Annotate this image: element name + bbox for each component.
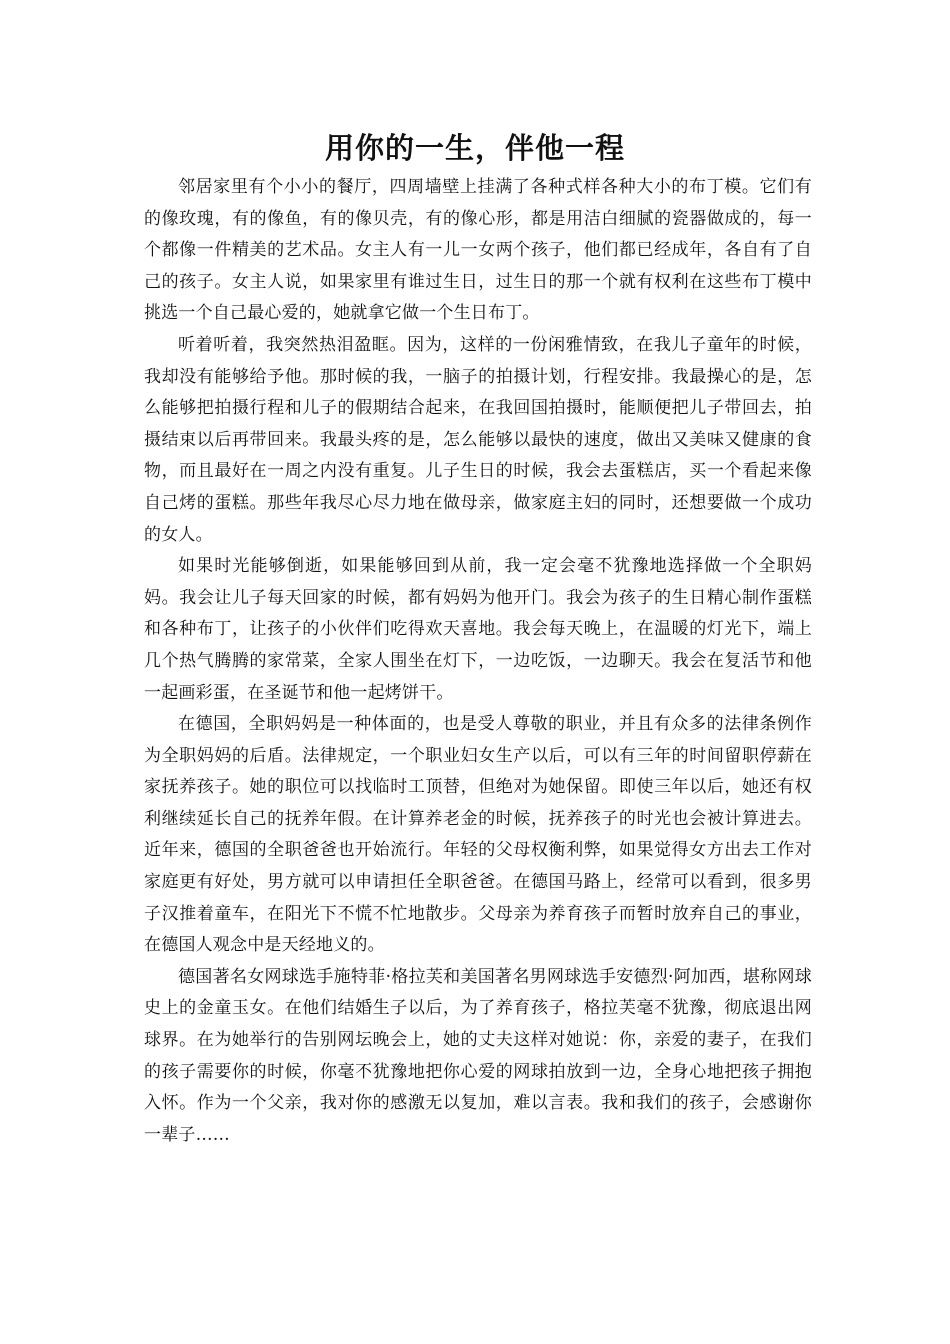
paragraph-3: 如果时光能够倒逝，如果能够回到从前，我一定会毫不犹豫地选择做一个全职妈妈。我会让儿子每天回家的时候，都有妈妈为他开门。我会为孩子的生日精心制作蛋糕和各种布丁，让孩子的小伙伴们吃得欢天喜地。我会每天晚上，在温暖的灯光下，端上几个热气腾腾的家常菜，全家人围坐在灯下，一边吃饭，一边聊天。我会在复活节和他一起画彩蛋，在圣诞节和他一起烤饼干。: [144, 556, 812, 703]
paragraph-1: 邻居家里有个小小的餐厅，四周墙壁上挂满了各种式样各种大小的布丁模。它们有的像玫瑰，有的像鱼，有的像贝壳，有的像心形，都是用洁白细腻的瓷器做成的，每一个都像一件精美的艺术品。女主人有一儿一女两个孩子，他们都已经成年，各自有了自己的孩子。女主人说，如果家里有谁过生日，过生日的那一个就有权利在这些布丁模中挑选一个自己最心爱的，她就拿它做一个生日布丁。: [144, 177, 812, 324]
paragraph-2: 听着听着，我突然热泪盈眶。因为，这样的一份闲雅情致，在我儿子童年的时候，我却没有能够给予他。那时候的我，一脑子的拍摄计划，行程安排。我最操心的是，怎么能够把拍摄行程和儿子的假期结合起来，在我回国拍摄时，能顺便把儿子带回去，拍摄结束以后再带回来。我最头疼的是，怎么能够以最快的速度，做出又美味又健康的食物，而且最好在一周之内没有重复。儿子生日的时候，我会去蛋糕店，买一个看起来像自己烤的蛋糕。那些年我尽心尽力地在做母亲，做家庭主妇的同时，还想要做一个成功的女人。: [144, 334, 812, 545]
paragraph-4: 在德国，全职妈妈是一种体面的，也是受人尊敬的职业，并且有众多的法律条例作为全职妈妈的后盾。法律规定，一个职业妇女生产以后，可以有三年的时间留职停薪在家抚养孩子。她的职位可以找临时工顶替，但绝对为她保留。即使三年以后，她还有权利继续延长自己的抚养年假。在计算养老金的时候，抚养孩子的时光也会被计算进去。近年来，德国的全职爸爸也开始流行。年轻的父母权衡利弊，如果觉得女方出去工作对家庭更有好处，男方就可以申请担任全职爸爸。在德国马路上，经常可以看到，很多男子汉推着童车，在阳光下不慌不忙地散步。父母亲为养育孩子而暂时放弃自己的事业，在德国人观念中是天经地义的。: [144, 714, 812, 956]
paragraph-5: 德国著名女网球选手施特菲·格拉芙和美国著名男网球选手安德烈·阿加西，堪称网球史上的金童玉女。在他们结婚生子以后，为了养育孩子，格拉芙毫不犹豫，彻底退出网球界。在为她举行的告别网坛晚会上，她的丈夫这样对她说：你，亲爱的妻子，在我们的孩子需要你的时候，你毫不犹豫地把你心爱的网球拍放到一边，全身心地把孩子拥抱入怀。作为一个父亲，我对你的感激无以复加，难以言表。我和我们的孩子，会感谢你一辈子……: [144, 966, 812, 1145]
document-title: 用你的一生，伴他一程: [324, 131, 625, 165]
document-body: [144, 172, 812, 1151]
